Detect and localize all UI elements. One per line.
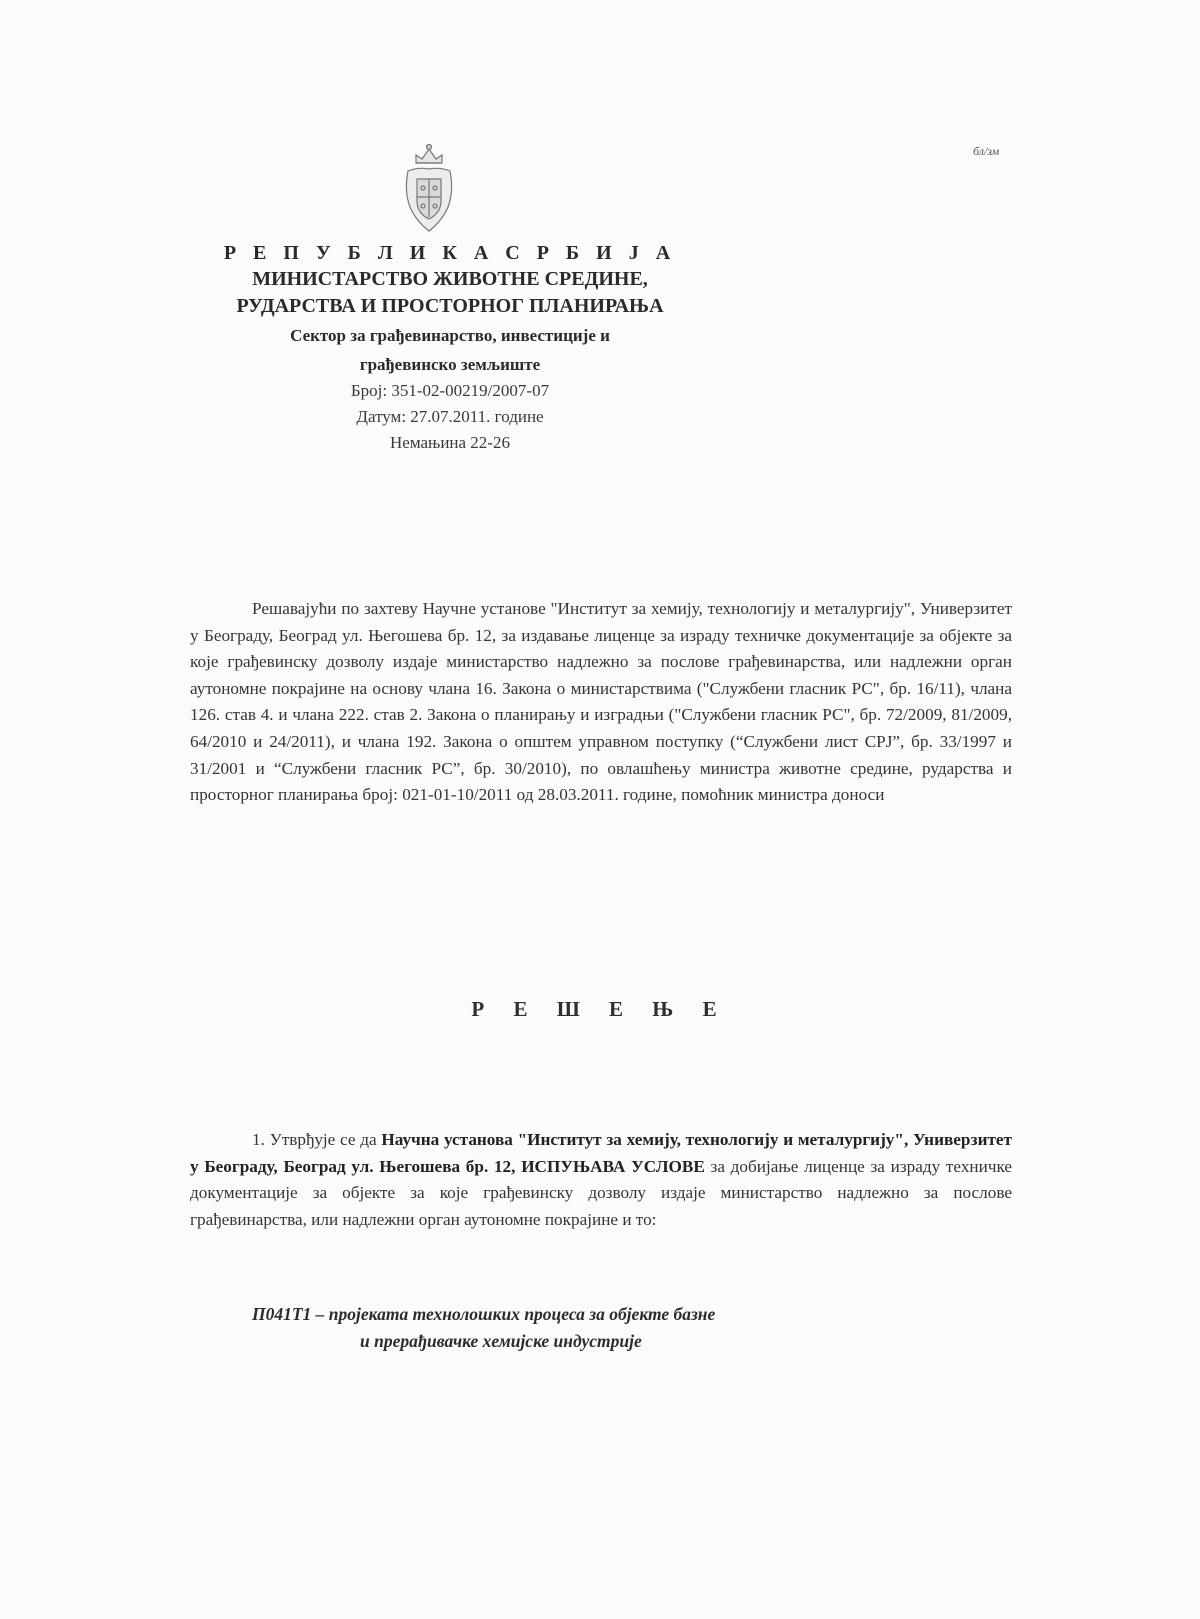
license-line2: и прерађивачке хемијске индустрије bbox=[360, 1331, 642, 1351]
reference-code: бл/зм bbox=[973, 144, 1000, 158]
point-rest: за добијање лиценце за израду техничке документације за објекте за које грађевинску дозволу издаје министарство надлежно за послове грађевинарства, или надлежни орган аутономне покрајине и то: bbox=[190, 1156, 1013, 1229]
ministry-name-line1: МИНИСТАРСТВО ЖИВОТНЕ СРЕДИНЕ, bbox=[252, 268, 648, 290]
fulfills-conditions: ИСПУЊАВА УСЛОВЕ bbox=[521, 1156, 705, 1176]
sector-name-line2: грађевинско земљиште bbox=[359, 355, 541, 374]
coat-of-arms-icon bbox=[402, 141, 456, 235]
ministry-name-line2: РУДАРСТВА И ПРОСТОРНОГ ПЛАНИРАЊА bbox=[236, 295, 664, 317]
point-number: 1. bbox=[252, 1130, 265, 1149]
decision-title: Р Е Ш Е Њ Е bbox=[471, 997, 729, 1021]
intro-text: Решавајући по захтеву Научне установе "Институт за хемију, технологију и металургију", Универзитет у Београду, Београд ул. Његошева бр. 12, за издавање лиценце за израду техничке документације за објекте за које грађевинску дозволу издаје министарство надлежно за послове грађевинарства, или надлежни орган аутономне покрајине на основу члана 16. Закона о министарствима ("Службени гласник РС", бр. 16/11), члана 126. став 4. и члана 222. став 2. Закона о планирању и изградњи ("Службени гласник РС", бр. 72/2009, 81/2009, 64/2010 и 24/2011), и члана 192. Закона о општем управном поступку (“Службени лист СРЈ”, бр. 33/1997 и 31/2001 и “Службени гласник РС”, бр. 30/2010), по овлашћењу министра животне средине, рударства и просторног планирања број: 021-01-10/2011 од 28.03.2011. године, помоћник министра доноси bbox=[190, 599, 1012, 805]
point-lead: Утврђује се да bbox=[269, 1130, 377, 1149]
sector-name-line1: Сектор за грађевинарство, инвестиције и bbox=[290, 326, 610, 345]
license-code-block bbox=[252, 1301, 952, 1355]
document-address: Немањина 22-26 bbox=[390, 433, 510, 452]
intro-paragraph bbox=[190, 596, 1012, 809]
document-header bbox=[190, 240, 710, 456]
license-line1: П041Т1 – пројеката технолошких процеса за објекте базне bbox=[252, 1304, 716, 1324]
document-date: Датум: 27.07.2011. године bbox=[356, 407, 544, 426]
institution-name: Научна установа "Институт за хемију, технологију и металургију", Универзитет у Београду, Београд ул. Његошева бр. 12, bbox=[190, 1130, 1012, 1176]
decision-point-1 bbox=[190, 1127, 1012, 1233]
republic-title: Р Е П У Б Л И К А С Р Б И Ј А bbox=[223, 242, 677, 264]
document-number: Број: 351-02-00219/2007-07 bbox=[350, 381, 550, 400]
